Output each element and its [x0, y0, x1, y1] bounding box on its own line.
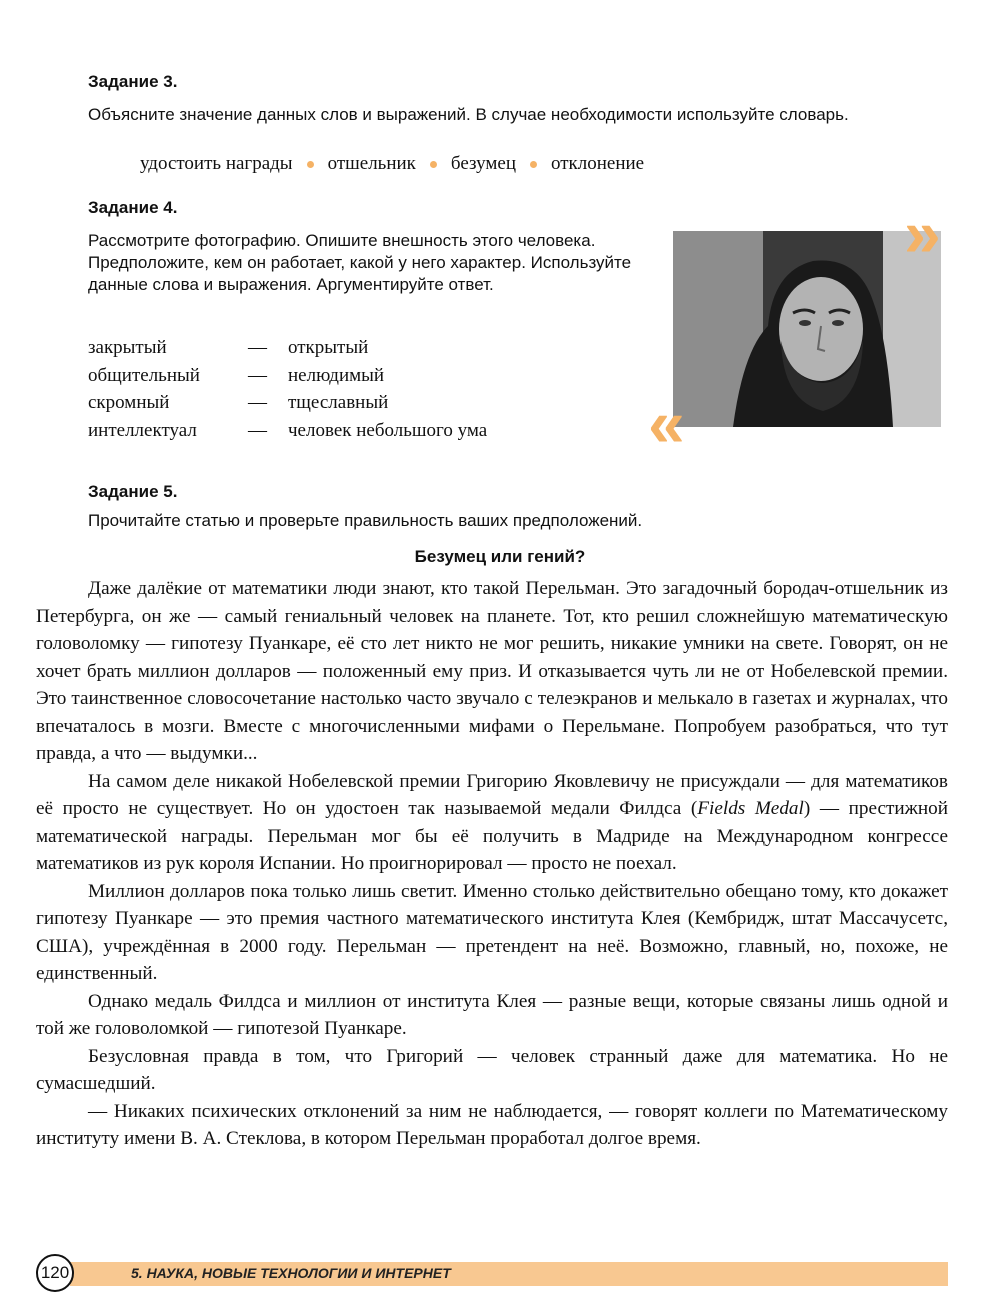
task-3-heading: Задание 3.	[88, 72, 178, 91]
article-paragraph: Однако медаль Филдса и миллион от института Клея — разные вещи, которые связаны лишь одной и той же головоломкой — гипотезой Пуанкаре.	[36, 990, 948, 1039]
pair-right: человек небольшого ума	[288, 419, 488, 441]
pair-dash: —	[248, 337, 267, 358]
bullet-dot-icon	[307, 161, 314, 168]
pair-left: закрытый	[88, 337, 167, 358]
quote-open-icon: »	[904, 196, 941, 270]
quote-close-icon: «	[648, 386, 685, 460]
article-paragraph: — Никаких психических отклонений за ним не наблюдается, — говорят коллеги по Математическому институту имени В. А. Стеклова, в котором Перельман проработал долгое время.	[36, 1100, 948, 1149]
chapter-title: 5. НАУКА, НОВЫЕ ТЕХНОЛОГИИ И ИНТЕРНЕТ	[131, 1265, 451, 1281]
portrait-photo	[673, 231, 941, 427]
article-title: Безумец или гений?	[414, 547, 586, 566]
pair-right: нелюдимый	[288, 364, 385, 386]
pair-dash: —	[248, 392, 267, 413]
article-paragraph	[36, 768, 948, 878]
pair-dash: —	[248, 419, 267, 441]
word-item: отшельник	[327, 153, 416, 174]
task-5-instruction: Прочитайте статью и проверьте правильность ваших предположений.	[88, 511, 643, 530]
bullet-dot-icon	[430, 161, 437, 168]
paragraph-italic: Fields Medal	[697, 798, 804, 819]
paragraph-text: На самом деле никакой Нобелевской премии Григорию Яковлевичу не присуждали — для математиков её просто не существует. Но он удостоен так называемой медали Филдса (	[36, 770, 948, 819]
page-number: 120	[36, 1254, 74, 1292]
antonym-pair	[88, 334, 487, 362]
antonym-pair	[88, 417, 487, 445]
word-item: удостоить награды	[140, 153, 293, 174]
pair-right: тщеславный	[288, 392, 389, 413]
article-paragraph: Миллион долларов пока только лишь светит. Именно столько действительно обещано тому, кто докажет гипотезу Пуанкаре — это премия частного математического института Клея (Кембридж, штат Массачусетс, США), учреждённая в 2000 году. Перельман — претендент на неё. Возможно, главный, но, похоже, не единственный.	[36, 880, 948, 984]
pair-left: интеллектуал	[88, 419, 197, 441]
article-paragraph: Безусловная правда в том, что Григорий — человек странный даже для математика. Но не сумасшедший.	[36, 1045, 948, 1094]
bullet-dot-icon	[530, 161, 537, 168]
task-3-instruction: Объясните значение данных слов и выражений. В случае необходимости используйте словарь.	[88, 105, 849, 124]
word-item: отклонение	[550, 153, 645, 174]
portrait-illustration	[673, 231, 941, 427]
antonym-pair	[88, 389, 487, 417]
pair-dash: —	[248, 364, 267, 386]
article-paragraph: Даже далёкие от математики люди знают, кто такой Перельман. Это загадочный бородач-отшельник из Петербурга, он же — самый гениальный человек на планете. Тот, кто решил сложнейшую математическую головоломку — гипотезу Пуанкаре, её сто лет никто не мог решить, никакие умники на свете. Говорят, он не хочет брать миллион долларов — положенный ему приз. И отказывается чуть ли не от Нобелевской премии. Это таинственное словосочетание настолько часто звучало с телеэкранов и мелькало в газетах и журналах, что впечаталось в мозги. Вместе с многочисленными мифами о Перельмане. Попробуем разобраться, что тут правда, а что — выдумки...	[36, 578, 948, 764]
article-body	[36, 575, 948, 1153]
task-3-word-list	[140, 153, 644, 175]
task-5-heading: Задание 5.	[88, 482, 178, 501]
task-4-heading: Задание 4.	[88, 198, 178, 217]
pair-left: скромный	[88, 392, 170, 413]
word-item: безумец	[450, 153, 516, 174]
antonym-pair	[88, 362, 487, 390]
task-4-instruction: Рассмотрите фотографию. Опишите внешность этого человека. Предположите, кем он работает, какой у него характер. Используйте данные слова и выражения. Аргументируйте ответ.	[88, 231, 632, 294]
antonym-pairs	[88, 334, 487, 444]
paragraph-text: ) — престижной математической награды. Перельман мог бы её получить в Мадриде на Международном конгрессе математиков из рук короля Испании. Но проигнорировал — просто не поехал.	[36, 798, 948, 874]
pair-right: открытый	[288, 337, 369, 358]
pair-left: общительный	[88, 364, 200, 386]
